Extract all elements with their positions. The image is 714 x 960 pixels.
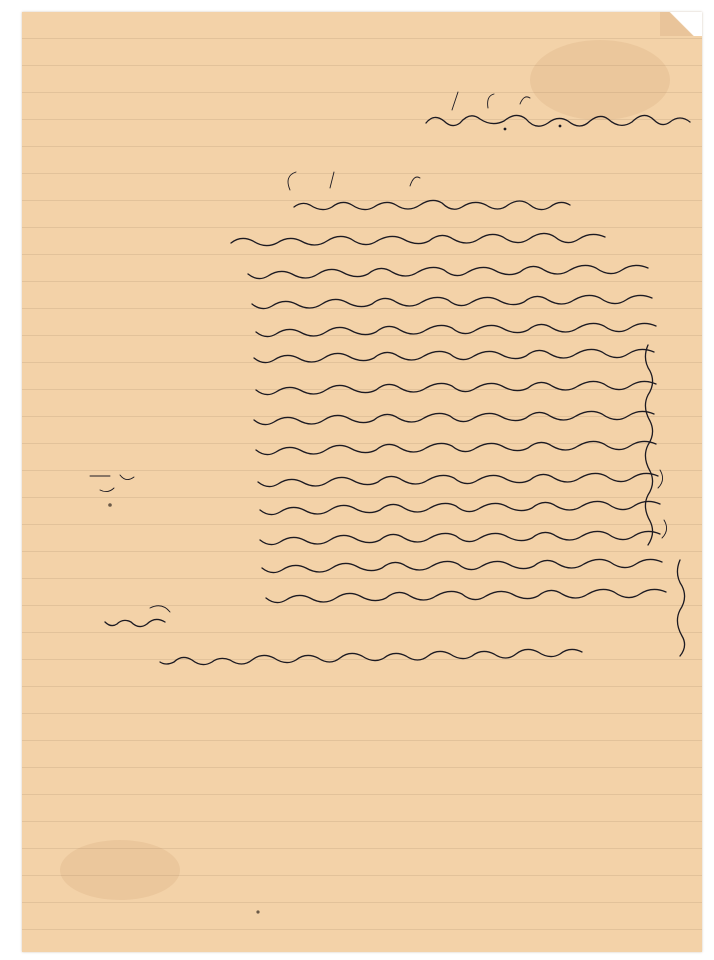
paper-stain (530, 40, 670, 120)
paper-stain (60, 840, 180, 900)
paper-hole (256, 910, 259, 913)
letter-body-handwriting (90, 233, 666, 602)
postscript-handwriting (160, 649, 582, 664)
salutation-handwriting (288, 172, 570, 210)
margin-note-handwriting (645, 345, 684, 656)
signature-handwriting (105, 606, 170, 627)
paper-hole (108, 503, 112, 507)
